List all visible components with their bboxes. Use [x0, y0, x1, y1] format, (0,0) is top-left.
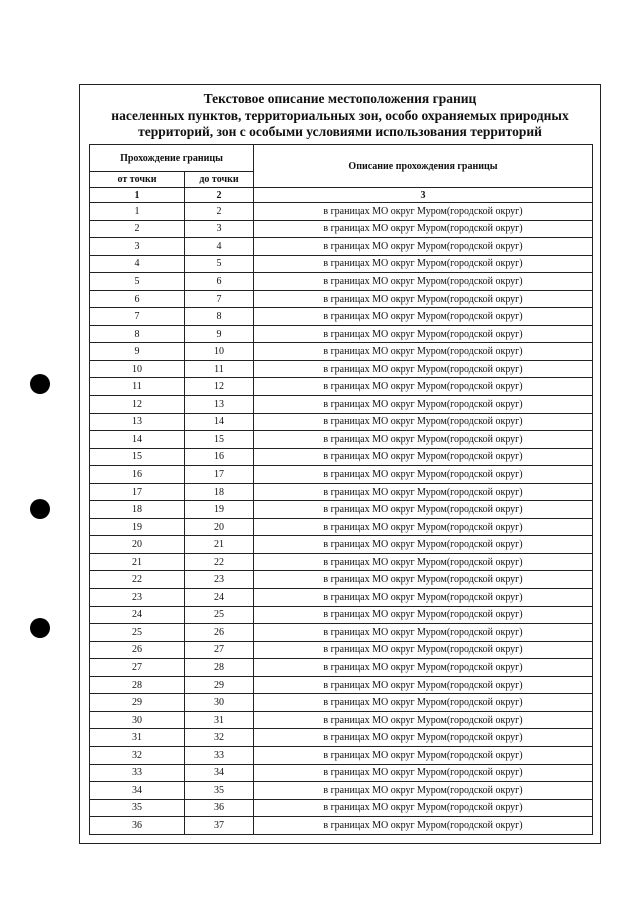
table-row: [90, 746, 593, 764]
punch-hole: [30, 618, 50, 638]
description-cell: в границах МО округ Муром(городской округ): [254, 536, 593, 554]
to-point-cell: 26: [185, 624, 254, 642]
description-cell: в границах МО округ Муром(городской округ): [254, 553, 593, 571]
to-point-cell: 32: [185, 729, 254, 747]
to-point-cell: 27: [185, 641, 254, 659]
from-point-cell: 21: [90, 553, 185, 571]
description-cell: в границах МО округ Муром(городской округ): [254, 466, 593, 484]
table-row: [90, 203, 593, 221]
table-row: [90, 817, 593, 835]
description-cell: в границах МО округ Муром(городской округ): [254, 624, 593, 642]
from-point-cell: 1: [90, 203, 185, 221]
description-cell: в границах МО округ Муром(городской округ): [254, 203, 593, 221]
to-header: до точки: [185, 172, 254, 188]
to-point-cell: 7: [185, 290, 254, 308]
table-row: [90, 606, 593, 624]
table-row: [90, 396, 593, 414]
to-point-cell: 31: [185, 711, 254, 729]
from-point-cell: 26: [90, 641, 185, 659]
to-point-cell: 5: [185, 255, 254, 273]
to-point-cell: 29: [185, 676, 254, 694]
from-point-cell: 16: [90, 466, 185, 484]
to-point-cell: 15: [185, 431, 254, 449]
to-point-cell: 28: [185, 659, 254, 677]
table-row: [90, 536, 593, 554]
punch-hole: [30, 499, 50, 519]
to-point-cell: 30: [185, 694, 254, 712]
description-cell: в границах МО округ Муром(городской округ): [254, 764, 593, 782]
from-point-cell: 27: [90, 659, 185, 677]
description-cell: в границах МО округ Муром(городской округ): [254, 413, 593, 431]
from-point-cell: 20: [90, 536, 185, 554]
table-row: [90, 624, 593, 642]
description-cell: в границах МО округ Муром(городской округ): [254, 308, 593, 326]
table-row: [90, 220, 593, 238]
from-point-cell: 4: [90, 255, 185, 273]
table-row: [90, 571, 593, 589]
to-point-cell: 25: [185, 606, 254, 624]
table-row: [90, 799, 593, 817]
to-point-cell: 8: [185, 308, 254, 326]
description-cell: в границах МО округ Муром(городской округ): [254, 518, 593, 536]
description-cell: в границах МО округ Муром(городской округ): [254, 290, 593, 308]
table-row: [90, 553, 593, 571]
to-point-cell: 16: [185, 448, 254, 466]
from-point-cell: 35: [90, 799, 185, 817]
table-row: [90, 518, 593, 536]
punch-hole: [30, 374, 50, 394]
table-row: [90, 238, 593, 256]
from-point-cell: 30: [90, 711, 185, 729]
from-point-cell: 13: [90, 413, 185, 431]
table-row: [90, 255, 593, 273]
to-point-cell: 13: [185, 396, 254, 414]
from-point-cell: 11: [90, 378, 185, 396]
table-row: [90, 325, 593, 343]
title-line: Текстовое описание местоположения границ: [203, 91, 477, 106]
description-cell: в границах МО округ Муром(городской округ): [254, 273, 593, 291]
description-cell: в границах МО округ Муром(городской округ): [254, 571, 593, 589]
description-cell: в границах МО округ Муром(городской округ): [254, 431, 593, 449]
to-point-cell: 37: [185, 817, 254, 835]
table-row: [90, 729, 593, 747]
table-row: [90, 448, 593, 466]
description-cell: в границах МО округ Муром(городской округ): [254, 501, 593, 519]
description-cell: в границах МО округ Муром(городской округ): [254, 396, 593, 414]
table-row: [90, 641, 593, 659]
to-point-cell: 17: [185, 466, 254, 484]
from-point-cell: 28: [90, 676, 185, 694]
description-cell: в границах МО округ Муром(городской округ): [254, 746, 593, 764]
to-point-cell: 11: [185, 360, 254, 378]
to-point-cell: 14: [185, 413, 254, 431]
description-cell: в границах МО округ Муром(городской округ): [254, 220, 593, 238]
from-point-cell: 33: [90, 764, 185, 782]
from-point-cell: 36: [90, 817, 185, 835]
from-point-cell: 9: [90, 343, 185, 361]
table-row: [90, 273, 593, 291]
to-point-cell: 20: [185, 518, 254, 536]
description-cell: в границах МО округ Муром(городской округ): [254, 711, 593, 729]
column-number: 3: [254, 188, 593, 203]
table-row: [90, 413, 593, 431]
from-point-cell: 17: [90, 483, 185, 501]
description-cell: в границах МО округ Муром(городской округ): [254, 641, 593, 659]
table-row: [90, 308, 593, 326]
from-point-cell: 10: [90, 360, 185, 378]
from-point-cell: 3: [90, 238, 185, 256]
from-point-cell: 32: [90, 746, 185, 764]
description-cell: в границах МО округ Муром(городской округ): [254, 238, 593, 256]
from-point-cell: 22: [90, 571, 185, 589]
from-point-cell: 7: [90, 308, 185, 326]
to-point-cell: 24: [185, 589, 254, 607]
table-row: [90, 676, 593, 694]
description-cell: в границах МО округ Муром(городской округ): [254, 589, 593, 607]
to-point-cell: 19: [185, 501, 254, 519]
from-point-cell: 19: [90, 518, 185, 536]
from-point-cell: 25: [90, 624, 185, 642]
description-cell: в границах МО округ Муром(городской округ): [254, 343, 593, 361]
from-point-cell: 2: [90, 220, 185, 238]
table-row: [90, 764, 593, 782]
description-cell: в границах МО округ Муром(городской округ): [254, 676, 593, 694]
description-cell: в границах МО округ Муром(городской округ): [254, 799, 593, 817]
table-row: [90, 466, 593, 484]
description-cell: в границах МО округ Муром(городской округ): [254, 360, 593, 378]
to-point-cell: 33: [185, 746, 254, 764]
from-point-cell: 23: [90, 589, 185, 607]
description-header: Описание прохождения границы: [254, 145, 593, 188]
description-cell: в границах МО округ Муром(городской округ): [254, 255, 593, 273]
from-point-cell: 24: [90, 606, 185, 624]
title-line: населенных пунктов, территориальных зон, особо охраняемых природных: [111, 107, 569, 123]
table-row: [90, 483, 593, 501]
to-point-cell: 18: [185, 483, 254, 501]
description-cell: в границах МО округ Муром(городской округ): [254, 782, 593, 800]
to-point-cell: 21: [185, 536, 254, 554]
table-row: [90, 659, 593, 677]
description-cell: в границах МО округ Муром(городской округ): [254, 448, 593, 466]
to-point-cell: 22: [185, 553, 254, 571]
to-point-cell: 2: [185, 203, 254, 221]
table-row: [90, 501, 593, 519]
from-point-cell: 31: [90, 729, 185, 747]
group-header: Прохождение границы: [90, 145, 254, 172]
from-point-cell: 6: [90, 290, 185, 308]
table-body: [90, 203, 593, 835]
to-point-cell: 4: [185, 238, 254, 256]
table-row: [90, 290, 593, 308]
from-point-cell: 34: [90, 782, 185, 800]
boundary-table: [89, 144, 593, 835]
from-point-cell: 14: [90, 431, 185, 449]
description-cell: в границах МО округ Муром(городской округ): [254, 606, 593, 624]
table-row: [90, 343, 593, 361]
to-point-cell: 6: [185, 273, 254, 291]
table-row: [90, 782, 593, 800]
description-cell: в границах МО округ Муром(городской округ): [254, 659, 593, 677]
to-point-cell: 36: [185, 799, 254, 817]
column-number: 1: [90, 188, 185, 203]
to-point-cell: 10: [185, 343, 254, 361]
to-point-cell: 23: [185, 571, 254, 589]
description-cell: в границах МО округ Муром(городской округ): [254, 483, 593, 501]
table-row: [90, 694, 593, 712]
from-point-cell: 5: [90, 273, 185, 291]
to-point-cell: 9: [185, 325, 254, 343]
description-cell: в границах МО округ Муром(городской округ): [254, 817, 593, 835]
to-point-cell: 3: [185, 220, 254, 238]
document-frame: [79, 84, 601, 844]
document-title: [80, 91, 600, 141]
title-line: территорий, зон с особыми условиями использования территорий: [138, 124, 542, 139]
table-row: [90, 360, 593, 378]
from-header: от точки: [90, 172, 185, 188]
table-row: [90, 378, 593, 396]
table-row: [90, 711, 593, 729]
description-cell: в границах МО округ Муром(городской округ): [254, 729, 593, 747]
from-point-cell: 18: [90, 501, 185, 519]
table-row: [90, 589, 593, 607]
from-point-cell: 12: [90, 396, 185, 414]
description-cell: в границах МО округ Муром(городской округ): [254, 325, 593, 343]
from-point-cell: 8: [90, 325, 185, 343]
column-number: 2: [185, 188, 254, 203]
from-point-cell: 29: [90, 694, 185, 712]
to-point-cell: 34: [185, 764, 254, 782]
from-point-cell: 15: [90, 448, 185, 466]
to-point-cell: 35: [185, 782, 254, 800]
to-point-cell: 12: [185, 378, 254, 396]
description-cell: в границах МО округ Муром(городской округ): [254, 378, 593, 396]
description-cell: в границах МО округ Муром(городской округ): [254, 694, 593, 712]
table-row: [90, 431, 593, 449]
